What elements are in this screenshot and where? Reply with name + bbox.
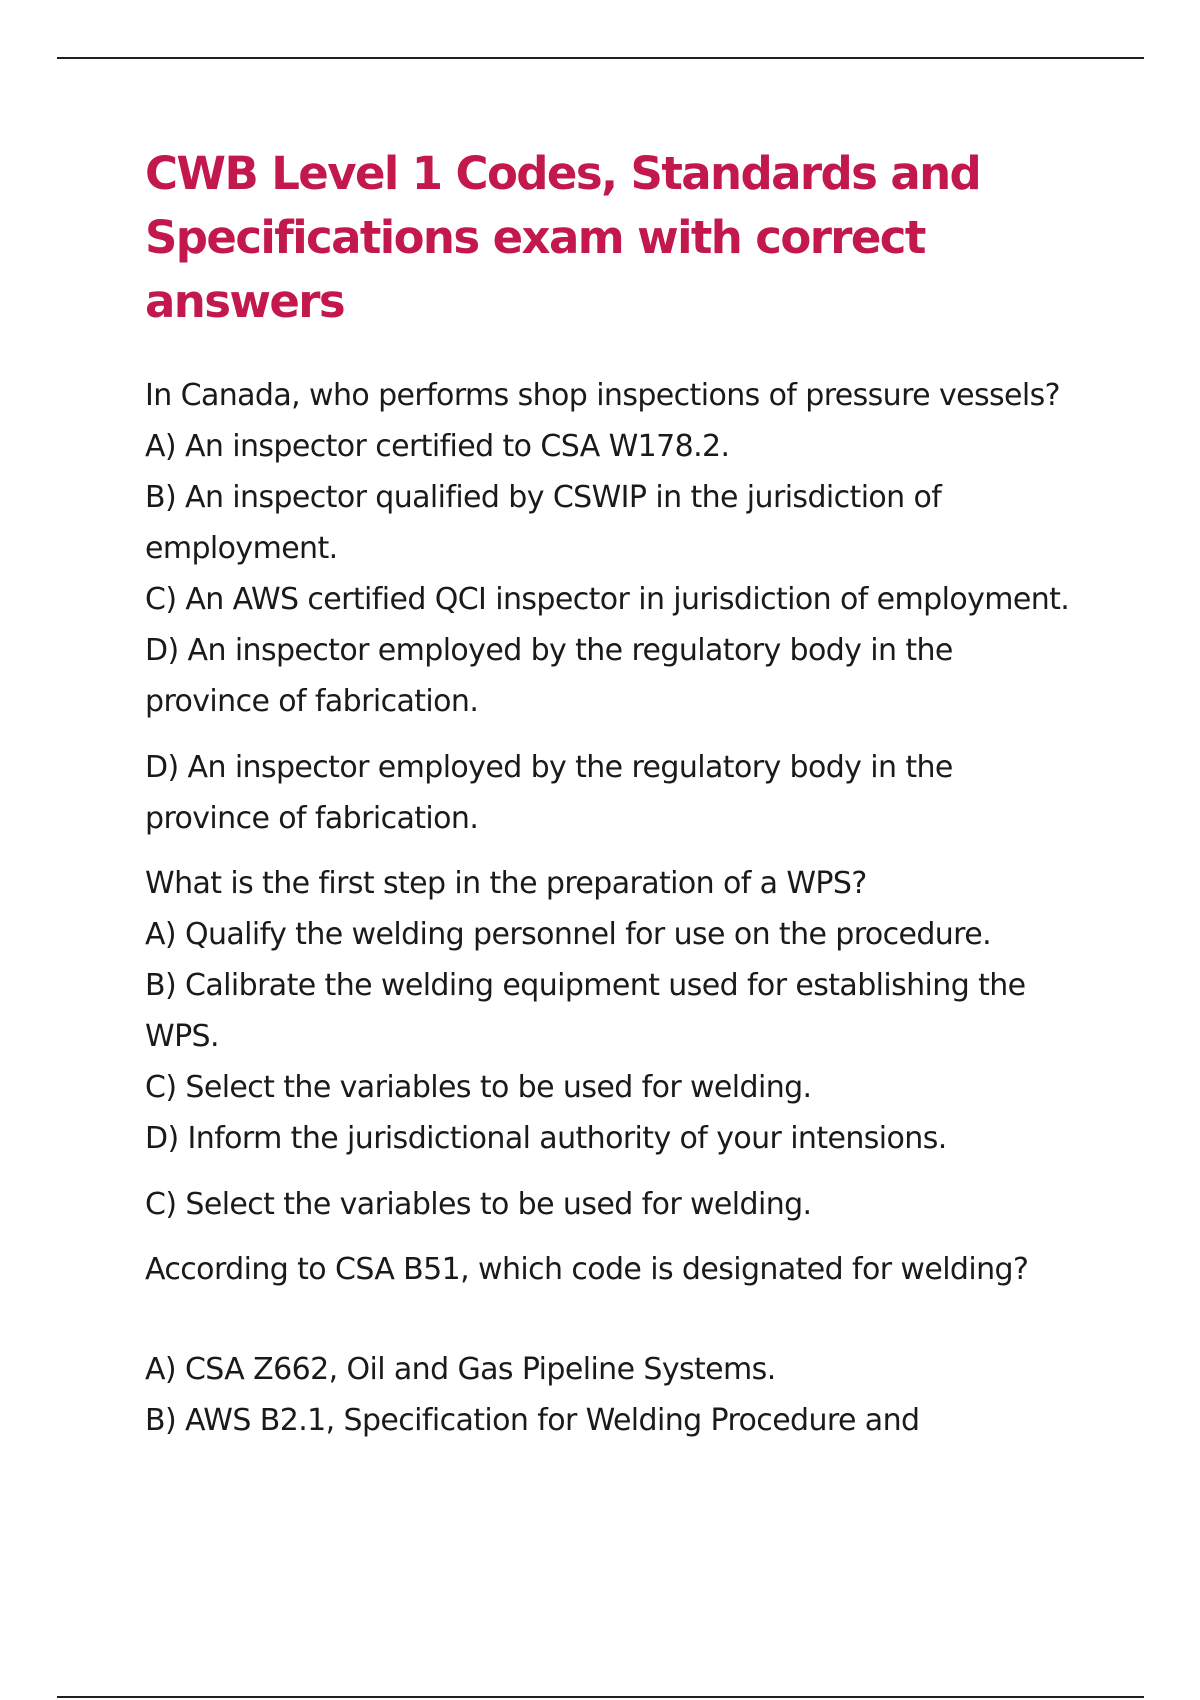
- correct-answer: [145, 1179, 1105, 1230]
- question-text: What is the first step in the preparation of a WPS?: [145, 866, 867, 901]
- document-title: [145, 142, 1105, 334]
- title-line-2: Specifications exam with correct answers: [145, 211, 925, 328]
- option-d: D) Inform the jurisdictional authority of your intensions.: [145, 1121, 947, 1156]
- option-b-continued: employment.: [145, 531, 338, 566]
- question-block: [145, 370, 1105, 844]
- option-b: B) AWS B2.1, Specification for Welding Procedure and: [145, 1403, 920, 1438]
- option-a: A) Qualify the welding personnel for use on the procedure.: [145, 917, 992, 952]
- option-b-continued: WPS.: [145, 1019, 219, 1054]
- option-c: C) An AWS certified QCI inspector in jurisdiction of employment.: [145, 582, 1070, 617]
- option-a: A) An inspector certified to CSA W178.2.: [145, 429, 730, 464]
- answer-line: D) An inspector employed by the regulatory body in the: [145, 750, 953, 785]
- answer-line: province of fabrication.: [145, 801, 479, 836]
- option-b: B) An inspector qualified by CSWIP in the jurisdiction of: [145, 480, 942, 515]
- option-b: B) Calibrate the welding equipment used for establishing the: [145, 968, 1026, 1003]
- exam-content: [145, 370, 1105, 1446]
- question-text: According to CSA B51, which code is designated for welding?: [145, 1252, 1029, 1287]
- option-d: D) An inspector employed by the regulatory body in the: [145, 633, 953, 668]
- question-text: In Canada, who performs shop inspections of pressure vessels?: [145, 378, 1060, 413]
- option-c: C) Select the variables to be used for welding.: [145, 1070, 812, 1105]
- question-block: [145, 1244, 1105, 1446]
- answer-line: C) Select the variables to be used for welding.: [145, 1187, 812, 1222]
- question-block: [145, 858, 1105, 1230]
- option-a: A) CSA Z662, Oil and Gas Pipeline Systems.: [145, 1352, 776, 1387]
- title-line-1: CWB Level 1 Codes, Standards and: [145, 147, 981, 200]
- option-d-continued: province of fabrication.: [145, 684, 479, 719]
- correct-answer: [145, 742, 1105, 844]
- bottom-rule: [57, 1696, 1144, 1698]
- top-rule: [57, 57, 1144, 59]
